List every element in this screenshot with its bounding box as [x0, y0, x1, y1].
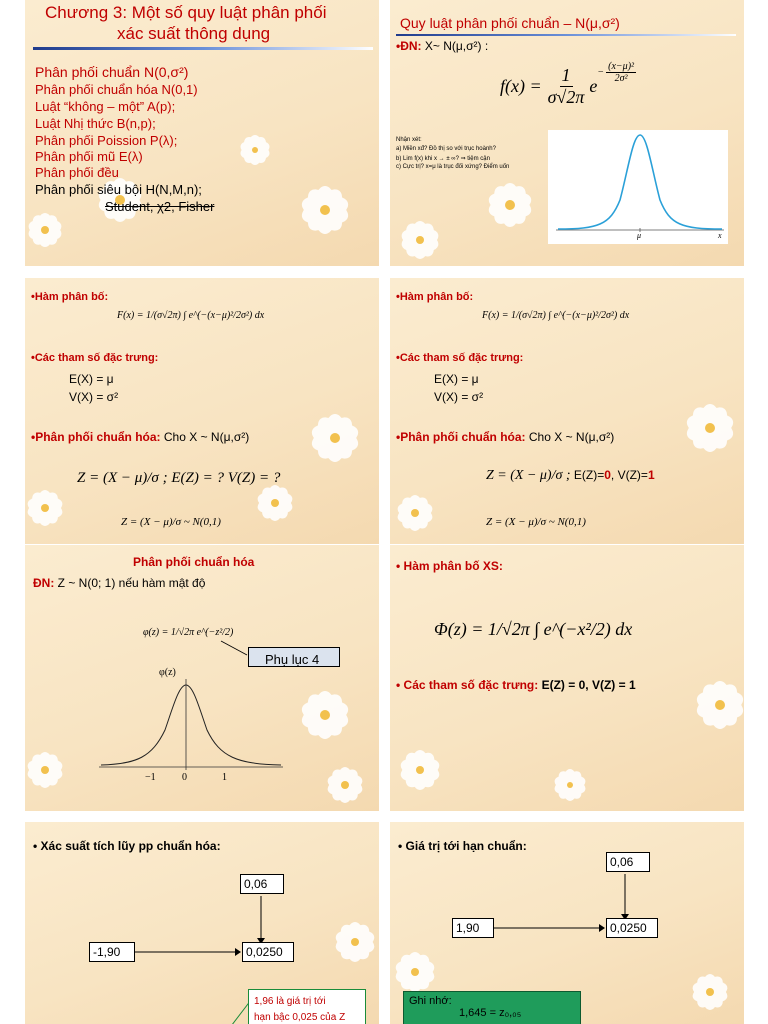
list-item: Phân phối Poission P(λ); — [35, 133, 178, 148]
note-line: a) Miền xđ? Đồ thị so với trục hoành? — [396, 146, 496, 152]
tick-label: 0 — [182, 772, 187, 783]
definition-label: •ĐN: — [396, 39, 422, 53]
result-box: 0,0250 — [606, 918, 658, 938]
definition — [33, 576, 205, 590]
variance: V(X) = σ² — [434, 390, 484, 404]
critical-note-box — [248, 989, 366, 1024]
params-value: E(Z) = 0, V(Z) = 1 — [541, 678, 636, 692]
slide-4 — [390, 278, 744, 544]
slide-title: • Xác suất tích lũy pp chuẩn hóa: — [33, 839, 221, 853]
list-item: Phân phối chuẩn hóa N(0,1) — [35, 82, 198, 97]
exponent-denominator: 2σ² — [614, 72, 628, 84]
slide-title: Quy luật phân phối chuẩn – N(μ,σ²) — [400, 15, 620, 31]
x-axis-label: x — [718, 231, 722, 240]
ez-label: E(Z)= — [573, 468, 605, 482]
z-distribution: Z = (X − μ)/σ ~ N(0,1) — [121, 516, 221, 528]
note-line: b) Lim f(x) khi x → ± ∞? ⇒ tiệm cận — [396, 156, 490, 162]
fraction-numerator: 1 — [561, 65, 571, 85]
note-line: c) Cực trị? x=μ là trục đối xứng? Điểm uốn — [396, 164, 510, 170]
slide-7 — [25, 822, 379, 1024]
list-item: Phân phối siêu bội H(N,M,n); — [35, 182, 202, 197]
cdf-label: •Hàm phân bố: — [31, 291, 109, 303]
tick-label: −1 — [145, 772, 156, 783]
slide-2 — [390, 0, 744, 266]
list-item: Phân phối chuẩn N(0,σ²) — [35, 64, 189, 80]
note-heading: Nhận xét: — [396, 137, 422, 143]
z-distribution: Z = (X − μ)/σ ~ N(0,1) — [486, 516, 586, 528]
list-item: Luật Nhị thức B(n,p); — [35, 116, 156, 131]
appendix-box: Phụ lục 4 — [248, 647, 340, 667]
standardization — [396, 430, 614, 444]
cdf-label: •Hàm phân bố: — [396, 291, 474, 303]
params-line — [396, 678, 636, 692]
definition-label: ĐN: — [33, 576, 55, 590]
list-item: Phân phối đều — [35, 165, 119, 180]
row-value-box: -1,90 — [89, 942, 135, 962]
slide-3 — [25, 278, 379, 544]
cdf-label: • Hàm phân bố XS: — [396, 559, 503, 573]
note-line: hạn bậc 0,025 của Z — [254, 1012, 346, 1023]
exponent-fraction — [606, 61, 636, 85]
note-line: 1,96 là giá trị tới — [254, 996, 326, 1007]
exponent-numerator: (x−μ)² — [608, 60, 635, 72]
lookup-arrows — [125, 894, 285, 974]
std-label: •Phân phối chuẩn hóa: — [31, 430, 161, 444]
slide-title: • Giá trị tới hạn chuẩn: — [398, 839, 527, 853]
memo-value: 1,645 = z₀,₀₅ — [459, 1007, 522, 1019]
z-formula-line: Z = (X − μ)/σ ; E(Z)=0, V(Z)=1 — [486, 468, 655, 483]
exp-base: e — [589, 76, 598, 97]
slide-title-line2: xác suất thông dụng — [117, 24, 271, 43]
ez-value: 0 — [604, 468, 611, 482]
phi-formula: φ(z) = 1/√2π e^(−z²/2) — [143, 627, 234, 638]
memo-label: Ghi nhớ: — [409, 995, 452, 1007]
row-value-box: 1,90 — [452, 918, 494, 938]
memo-box — [403, 991, 581, 1024]
variance: V(X) = σ² — [69, 390, 119, 404]
expectation: E(X) = μ — [434, 372, 479, 386]
tick-label: 1 — [222, 772, 227, 783]
cdf-formula: F(x) = 1/(σ√2π) ∫ e^(−(x−μ)²/2σ²) dx — [117, 310, 265, 321]
result-box: 0,0250 — [242, 942, 294, 962]
z-formula: Z = (X − μ)/σ ; — [486, 468, 571, 483]
vz-label: V(Z)= — [617, 468, 648, 482]
slide-5 — [25, 545, 379, 811]
mu-label: μ — [637, 231, 642, 240]
params-label: •Các tham số đặc trưng: — [31, 352, 159, 364]
formula-lhs: f(x) = — [500, 76, 542, 97]
formula-fraction — [546, 66, 587, 107]
definition-text: Z ~ N(0; 1) nếu hàm mật độ — [57, 576, 206, 590]
list-item: Luật “không – một” A(p); — [35, 99, 176, 114]
slide-title: Phân phối chuẩn hóa — [133, 555, 255, 569]
density-formula: f(x) = $\frac{1}{\sigma√2\pi}$ e − $\frac{\text{(x−μ)²}}{\text{2σ²}}$ — [500, 60, 635, 107]
phi-axis-label: φ(z) — [159, 667, 176, 678]
bell-curve-figure — [548, 130, 728, 244]
title-underline — [396, 34, 736, 36]
std-label: •Phân phối chuẩn hóa: — [396, 430, 526, 444]
standardization — [31, 430, 249, 444]
title-underline — [33, 47, 373, 50]
z-formula: Z = (X − μ)/σ ; E(Z) = ? V(Z) = ? — [77, 470, 281, 486]
params-label: • Các tham số đặc trưng: — [396, 678, 539, 692]
Phi-formula: Φ(z) = 1/√2π ∫ e^(−x²/2) dx — [434, 619, 633, 639]
definition-text: X~ N(μ,σ²) : — [424, 39, 489, 53]
slide-8 — [390, 822, 744, 1024]
list-item: Phân phối mũ E(λ) — [35, 149, 143, 164]
definition — [396, 39, 488, 53]
slide-6 — [390, 545, 744, 811]
slide-1 — [25, 0, 379, 266]
vz-value: 1 — [647, 468, 655, 482]
standard-normal-curve — [97, 675, 287, 785]
params-label: •Các tham số đặc trưng: — [396, 352, 524, 364]
std-text: Cho X ~ N(μ,σ²) — [528, 430, 615, 444]
bell-curve-svg — [548, 130, 728, 244]
slide-title-line1: Chương 3: Một số quy luật phân phối — [45, 3, 327, 22]
column-value-box: 0,06 — [606, 852, 650, 872]
fraction-denominator: σ√2π — [547, 86, 585, 107]
expectation: E(X) = μ — [69, 372, 114, 386]
cdf-formula: F(x) = 1/(σ√2π) ∫ e^(−(x−μ)²/2σ²) dx — [482, 310, 630, 321]
lookup-arrows — [485, 872, 665, 952]
std-text: Cho X ~ N(μ,σ²) — [163, 430, 250, 444]
column-value-box: 0,06 — [240, 874, 284, 894]
struck-item: Student, χ2, Fisher — [105, 199, 215, 214]
